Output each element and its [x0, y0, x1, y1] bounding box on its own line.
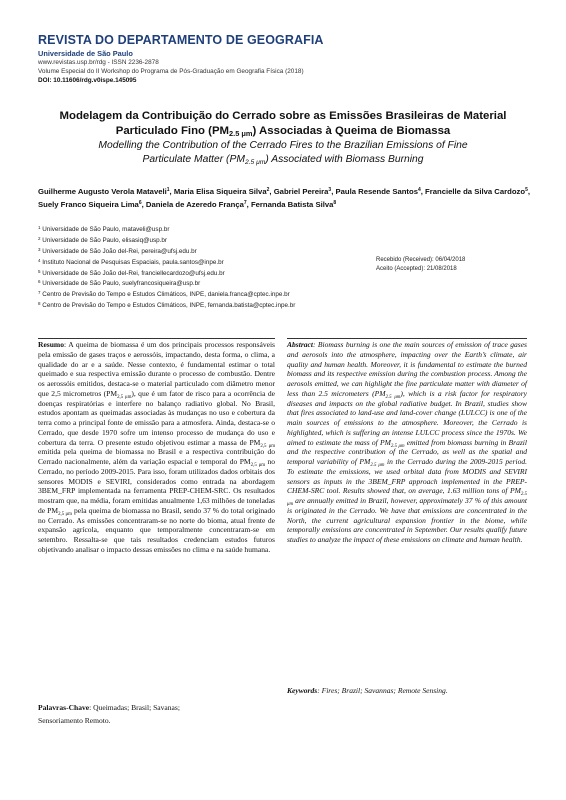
- author-name: Suely Franco Siqueira Lima: [38, 200, 139, 209]
- resumo-section: [38, 340, 275, 555]
- palavras-chave-line2: Sensoriamento Remoto.: [38, 715, 111, 725]
- affiliation-text: Universidade de São Paulo, mataveli@usp.br: [42, 226, 170, 233]
- author-name: Francielle da Silva Cardozo: [425, 187, 526, 196]
- affiliation-number: 2: [38, 235, 41, 241]
- abstract-text-1: : Biomass burning is one the main sources of emission of trace gases and aerosols into the atmosphere, impacting over the Earth’s climate, air quality and human health. Moreover, it is fundamental to estimate the burned biomass and its respective emission during the combustion process. Among the aerosols emitted, we can highlight the fine particulate matter with diameter of less than 2.5 micrometers (PM: [287, 340, 527, 398]
- palavras-chave-line1: : Queimadas; Brasil; Savanas;: [89, 703, 180, 712]
- affiliation-item: [38, 270, 368, 281]
- affiliation-item: [38, 226, 368, 237]
- resumo-text-3: emitida pela queima de biomassa no Brasil e a respectiva contribuição do Cerrado nacionalmente, além da variação espacial e temporal do PM: [38, 447, 275, 466]
- author-affiliation-number: 3: [328, 187, 332, 193]
- author-affiliation-number: 5: [525, 187, 528, 193]
- resumo-text-5: pela queima de biomassa no Brasil, sendo 37 % do total originado no Cerrado. As emissões concentraram-se no norte do bioma, atual frente de expansão agrícola, enquanto que temporalmente concentraram-se em setembro. Ressalta-se que tais resultados credenciam estudos futuros objetivando analisar o impacto dessas emissões no clima e na saúde humana.: [38, 505, 276, 554]
- doi[interactable]: DOI: 10.11606/rdg.v0ispe.145095: [38, 77, 137, 84]
- affiliation-text: Universidade de São João del-Rei, pereira@ufsj.edu.br: [42, 247, 197, 255]
- keywords-label: Keywords: [287, 686, 318, 695]
- resumo-label: Resumo: [38, 340, 64, 349]
- title-pt-line2-post: ) Associadas à Queima de Biomassa: [252, 125, 451, 137]
- palavras-chave-label: Palavras-Chave: [38, 703, 90, 712]
- affiliation-number: 4: [38, 257, 41, 263]
- author-affiliation-number: 2: [266, 187, 270, 193]
- abstract-subscript: 2.5 μm: [385, 394, 401, 400]
- resumo-subscript: 2,5 μm: [117, 394, 132, 400]
- abstract-subscript: 2.5 μm: [287, 492, 527, 507]
- resumo-text-2: ), que é um fator de risco para a ocorrência de doenças respiratórias e interfere no balanço radiativo global. No Brasil, estudos apontam as queimadas associadas às mudanças no uso e cobertura da terra como a principal fonte de emissão para a atmosfera. Ainda, destaca-se o Cerrado, que desde 1970 sofre um intenso processo de mudança do uso e cobertura da terra. O presente estudo objetivou estimar a massa de PM: [38, 388, 275, 447]
- resumo-text-1: : A queima de biomassa é um dos principais processos responsáveis pela emissão de gases traços e aerossóis, impactando, desta forma, o clima, a qualidade do ar e a saúde. Nesse contexto, é fundamental estimar o total queimado e sua respectiva emissão durante o processo de combustão. Dentre os aerossóis emitidos, destaca-se o material particulado com diâmetro menor que 2,5 micrometros (PM: [38, 340, 275, 398]
- author-affiliation-number: 1: [166, 187, 170, 193]
- author-affiliation-number: 4: [417, 187, 421, 193]
- abstract-text-2: ), which is a risk factor for respiratory diseases and impacts on the global radiative budget. In Brazil, studies show that fires associated to land-use and land-cover change (LULCC) is one of the main sources of emissions to the atmosphere. Moreover, the Cerrado is highlighted, which is suffering an intense LULCC process since the 1970s. We aimed to estimate the mass of PM: [287, 388, 527, 447]
- abstract-text-5: are annually emitted in Brazil, however, approximately 37 % of this amount is originated in the Cerrado. We have that emissions are concentrated in the North, the current agricultural expansion frontier in the biome, while temporally emissions are concentrated in September. Our results qualify future studies to analyze the impact of these emissions on climate and human health.: [287, 496, 527, 544]
- affiliation-text: Instituto Nacional de Pesquisas Espaciais, paula.santos@inpe.br: [42, 258, 224, 266]
- title-en-line2-post: ) Associated with Biomass Burning: [265, 154, 424, 165]
- author-affiliation-number: 7: [243, 200, 247, 206]
- title-en-subscript: 2.5 μm: [244, 159, 266, 166]
- affiliation-number: 7: [38, 290, 41, 296]
- title-portuguese: [40, 109, 526, 139]
- resumo-text-4: no Cerrado, no período 2009-2015. Para isso, foram utilizados dados orbitais dos sensores MODIS e SEVIRI, considerados como entrada na abordagem 3BEM_FRP implementada na ferramenta PREP-CHEM-SRC. Os resultados mostram que, na média, foram emitidas anualmente 1,63 milhões de toneladas de PM: [38, 457, 276, 515]
- keywords-text: : Fires; Brazil; Savannas; Remote Sensing.: [317, 686, 448, 695]
- resumo-divider: [38, 338, 275, 339]
- abstract-paragraph: [287, 340, 527, 545]
- title-en-line2-pre: Particulate Matter (PM: [142, 154, 245, 165]
- journal-website[interactable]: www.revistas.usp.br/rdg - ISSN 2236-2878: [38, 59, 159, 66]
- affiliation-text: Centro de Previsão do Tempo e Estudos Climáticos, INPE, daniela.franca@cptec.inpe.br: [42, 291, 290, 299]
- affiliation-number: 8: [38, 301, 41, 307]
- affiliation-text: Universidade de São Paulo, elisasiq@usp.br: [42, 236, 167, 244]
- title-english: [40, 139, 526, 167]
- abstract-divider: [287, 338, 527, 339]
- accepted-date: Aceito (Accepted): 21/08/2018: [376, 266, 457, 272]
- affiliation-number: 5: [38, 268, 41, 274]
- affiliation-text: Centro de Previsão do Tempo e Estudos Climáticos, INPE, fernanda.batista@cptec.inpe.br: [42, 302, 296, 310]
- received-date: Recebido (Received): 06/04/2018: [376, 257, 466, 263]
- title-pt-line2-pre: Particulado Fino (PM: [115, 125, 230, 137]
- author-name: Fernanda Batista Silva: [250, 200, 334, 209]
- abstract-section: [287, 340, 527, 545]
- keywords: [287, 686, 527, 696]
- author-name: Guilherme Augusto Verola Mataveli: [38, 187, 167, 196]
- article-dates: [376, 256, 465, 274]
- title-pt-subscript: 2.5 μm: [229, 129, 253, 138]
- title-en-line1: Modelling the Contribution of the Cerrado Fires to the Brazilian Emissions of Fine: [98, 140, 468, 151]
- abstract-subscript: 2.5 μm: [370, 463, 385, 468]
- abstract-text-4: in the Cerrado during the 2009-2015 period. To estimate the emissions, we used orbital data from MODIS and SEVIRI sensors as inputs in the 3BEM_FRP approach implemented in the PREP-CHEM-SRC tool. Results showed that, on average, 1.63 million tons of PM: [287, 457, 527, 496]
- journal-title: REVISTA DO DEPARTAMENTO DE GEOGRAFIA: [38, 33, 324, 47]
- affiliation-item: [38, 280, 368, 291]
- author-affiliation-number: 6: [138, 200, 142, 206]
- author-list: Guilherme Augusto Verola Mataveli$^1$, Maria Elisa Siqueira Silva$^2$, Gabriel Pereira$^3$, Paula Resende Santos$^4$, Francielle da Silva Cardozo$^5$, Suely Franco Siqueira Lima$^6$, Daniela de Azeredo França$^7$, Fernanda Batista Silva$^8$: [38, 187, 530, 209]
- resumo-subscript: 2,5 μm: [58, 511, 72, 517]
- affiliation-item: [38, 237, 368, 248]
- affiliation-item: [38, 259, 368, 270]
- abstract-subscript: 2.5 μm: [390, 443, 405, 449]
- affiliation-item: [38, 248, 368, 259]
- affiliation-item: [38, 302, 368, 313]
- affiliation-list: [38, 226, 368, 313]
- author-name: Gabriel Pereira: [273, 187, 329, 196]
- affiliation-text: Universidade de São Paulo, suelyfrancosiqueira@usp.br: [42, 280, 201, 288]
- affiliation-number: 6: [38, 279, 41, 285]
- affiliation-number: 1: [38, 225, 41, 230]
- affiliation-item: [38, 291, 368, 302]
- palavras-chave: [38, 702, 275, 727]
- university-name: Universidade de São Paulo: [38, 49, 133, 58]
- edition-info: Volume Especial do II Workshop do Programa de Pós-Graduação em Geografia Física (2018): [38, 68, 304, 75]
- affiliation-number: 3: [38, 246, 41, 252]
- resumo-paragraph: [38, 340, 275, 555]
- author-name: Daniela de Azeredo França: [145, 200, 244, 209]
- abstract-text-3: emitted from biomass burning in Brazil and the respective contribution of the Cerrado, as well as the spatial and temporal variability of PM: [287, 437, 527, 466]
- resumo-subscript: 2,5 μm: [260, 443, 275, 449]
- resumo-subscript: 2,5 μm: [250, 463, 265, 468]
- author-name: Maria Elisa Siqueira Silva: [173, 187, 267, 196]
- affiliation-text: Universidade de São João del-Rei, franciellecardozo@ufsj.edu.br: [42, 269, 225, 277]
- author-name: Paula Resende Santos: [335, 187, 418, 196]
- abstract-label: Abstract: [287, 340, 313, 349]
- author-affiliation-number: 8: [333, 200, 337, 206]
- title-pt-line1: Modelagem da Contribuição do Cerrado sobre as Emissões Brasileiras de Material: [59, 110, 507, 122]
